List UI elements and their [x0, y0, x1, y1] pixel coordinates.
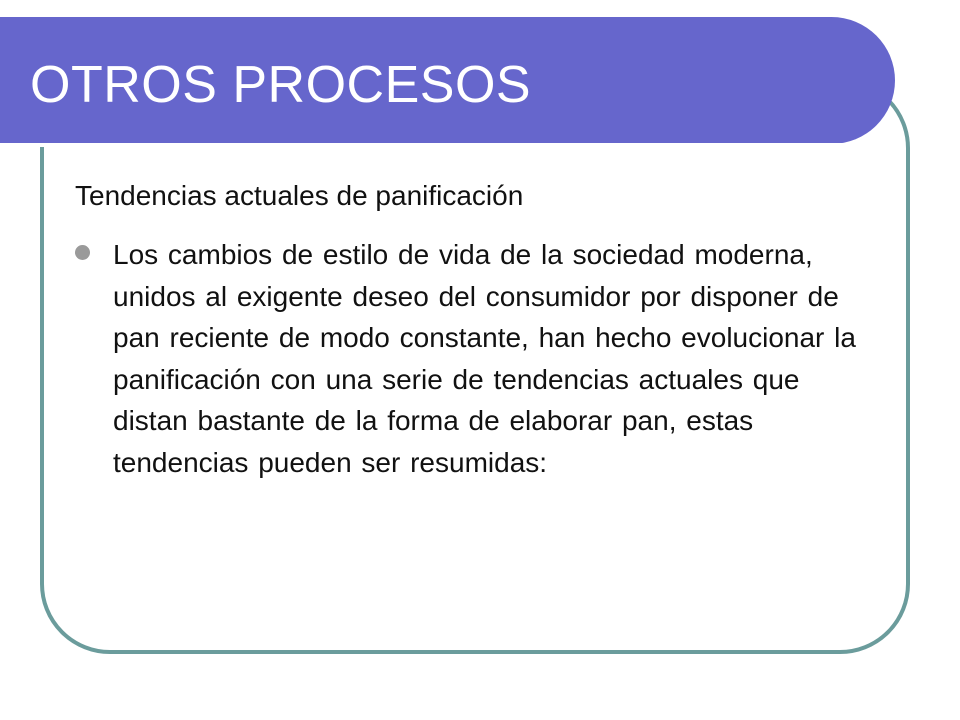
title-underline — [0, 143, 848, 147]
bullet-dot-icon — [75, 245, 90, 260]
slide-title: OTROS PROCESOS — [30, 56, 532, 114]
bullet-text: Los cambios de estilo de vida de la sociedad moderna, unidos al exigente deseo del consumidor por disponer de pan reciente de modo constante, han hecho evolucionar la panificación con una serie de tendencias actuales que distan bastante de la forma de elaborar pan, estas tendencias pueden ser resumidas: — [113, 239, 856, 478]
title-banner — [0, 17, 895, 144]
slide-subtitle: Tendencias actuales de panificación — [75, 180, 524, 211]
